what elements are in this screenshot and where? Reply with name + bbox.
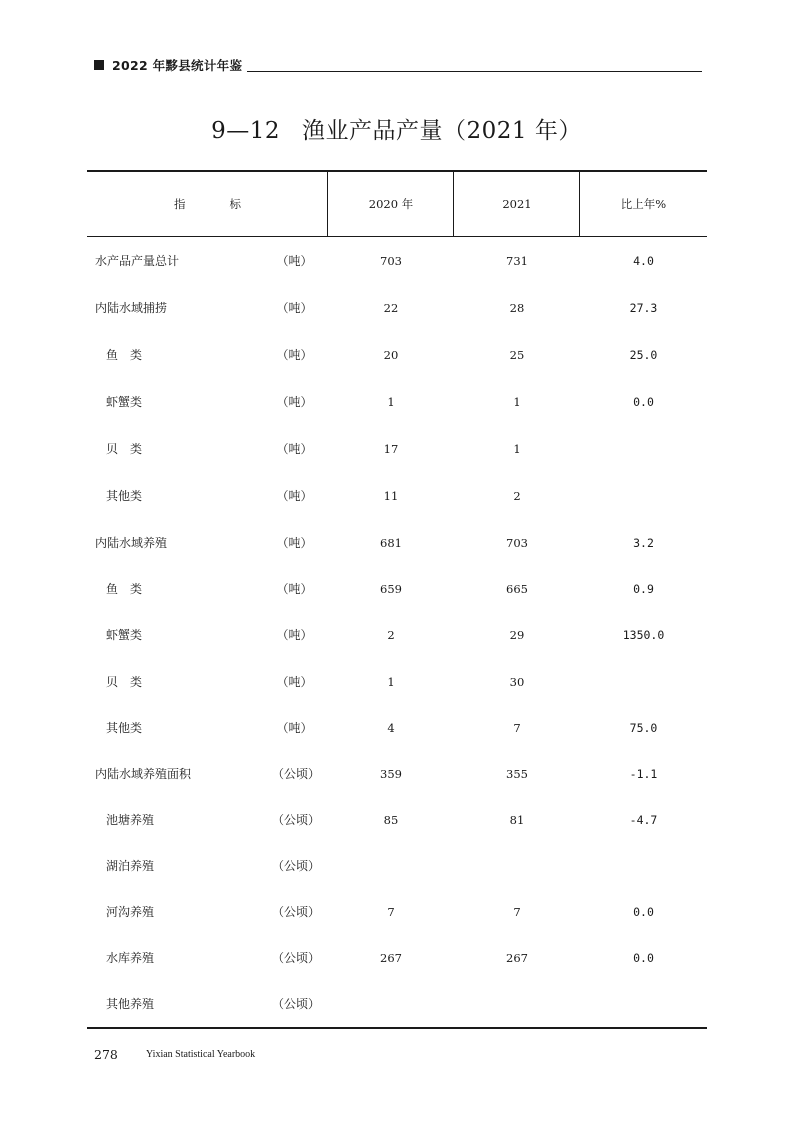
row-name: 其他类 (106, 489, 143, 503)
row-name: 水产品产量总计 (95, 254, 180, 268)
running-header (94, 56, 242, 74)
column-header-change: 比上年% (620, 196, 667, 211)
value-2020: 1 (387, 395, 395, 409)
row-unit: （吨） (276, 348, 313, 362)
change-percent: 3.2 (633, 536, 654, 550)
row-unit: （公顷） (272, 951, 321, 965)
table-row (87, 672, 707, 692)
table-row (87, 392, 707, 412)
table-row (87, 856, 707, 876)
row-unit: （吨） (276, 536, 313, 550)
table-name: 渔业产品产量（2021 年） (302, 118, 582, 144)
value-2020: 1 (387, 675, 395, 689)
header-rule (247, 71, 702, 72)
table-row (87, 486, 707, 506)
row-unit: （吨） (276, 442, 313, 456)
row-unit: （公顷） (272, 997, 321, 1011)
table-row (87, 764, 707, 784)
row-unit: （公顷） (272, 859, 321, 873)
change-percent: 1350.0 (622, 628, 665, 642)
table-row (87, 298, 707, 318)
column-header-2021: 2021 (502, 196, 532, 211)
value-2021: 665 (506, 582, 528, 596)
value-2021: 267 (506, 951, 528, 965)
value-2021: 2 (513, 489, 521, 503)
page-number: 278 (94, 1047, 118, 1062)
publication-name: Yixian Statistical Yearbook (146, 1049, 256, 1060)
column-header-indicator: 指标 (174, 196, 285, 211)
value-2021: 731 (506, 254, 528, 268)
row-name: 其他类 (106, 721, 143, 735)
value-2020: 267 (380, 951, 402, 965)
table-row (87, 810, 707, 830)
change-percent: 0.0 (633, 951, 654, 965)
row-name: 虾蟹类 (106, 628, 143, 642)
row-unit: （吨） (276, 582, 313, 596)
value-2021: 29 (509, 628, 525, 642)
value-2020: 11 (383, 489, 399, 503)
row-unit: （吨） (276, 489, 313, 503)
row-name: 虾蟹类 (106, 395, 143, 409)
table-number: 9—12 (211, 118, 281, 144)
row-name: 内陆水域养殖面积 (95, 767, 192, 781)
table-row (87, 948, 707, 968)
row-unit: （吨） (276, 721, 313, 735)
value-2021: 81 (509, 813, 525, 827)
value-2020: 2 (387, 628, 395, 642)
change-percent: 27.3 (629, 301, 658, 315)
row-unit: （吨） (276, 628, 313, 642)
value-2021: 7 (513, 721, 521, 735)
row-unit: （吨） (276, 395, 313, 409)
row-name: 鱼类 (106, 582, 155, 596)
row-name: 鱼类 (106, 348, 155, 362)
row-name: 河沟养殖 (106, 905, 155, 919)
row-name: 池塘养殖 (106, 813, 155, 827)
table-row (87, 345, 707, 365)
table-row (87, 439, 707, 459)
value-2020: 359 (380, 767, 402, 781)
row-unit: （公顷） (272, 813, 321, 827)
row-name: 贝类 (106, 442, 155, 456)
value-2020: 4 (387, 721, 395, 735)
table-title (0, 112, 793, 145)
change-percent: 0.0 (633, 395, 654, 409)
value-2021: 7 (513, 905, 521, 919)
table-row (87, 579, 707, 599)
table-row (87, 251, 707, 271)
value-2021: 1 (513, 442, 521, 456)
value-2020: 681 (380, 536, 402, 550)
yearbook-title: 2022 年黟县统计年鉴 (112, 58, 243, 73)
row-name: 其他养殖 (106, 997, 155, 1011)
value-2020: 659 (380, 582, 402, 596)
table-row (87, 718, 707, 738)
header-square-icon (94, 60, 104, 70)
value-2021: 355 (506, 767, 528, 781)
change-percent: 0.0 (633, 905, 654, 919)
value-2020: 22 (383, 301, 399, 315)
table-row (87, 994, 707, 1014)
change-percent: -1.1 (629, 767, 658, 781)
value-2021: 25 (509, 348, 525, 362)
table-row (87, 533, 707, 553)
column-header-2020: 2020 年 (368, 196, 414, 211)
change-percent: 4.0 (633, 254, 654, 268)
value-2021: 703 (506, 536, 528, 550)
value-2021: 1 (513, 395, 521, 409)
row-unit: （公顷） (272, 767, 321, 781)
table-row (87, 625, 707, 645)
row-name: 内陆水域养殖 (95, 536, 168, 550)
row-unit: （吨） (276, 301, 313, 315)
value-2020: 7 (387, 905, 395, 919)
value-2021: 30 (509, 675, 525, 689)
change-percent: 75.0 (629, 721, 658, 735)
row-name: 内陆水域捕捞 (95, 301, 168, 315)
change-percent: 25.0 (629, 348, 658, 362)
table-row (87, 902, 707, 922)
row-unit: （吨） (276, 675, 313, 689)
value-2020: 17 (383, 442, 399, 456)
value-2020: 85 (383, 813, 399, 827)
value-2020: 703 (380, 254, 402, 268)
row-unit: （吨） (276, 254, 313, 268)
value-2020: 20 (383, 348, 399, 362)
row-name: 贝类 (106, 675, 155, 689)
value-2021: 28 (509, 301, 525, 315)
table-bottom-rule (87, 1027, 707, 1029)
page-footer (94, 1047, 256, 1062)
change-percent: -4.7 (629, 813, 658, 827)
row-name: 湖泊养殖 (106, 859, 155, 873)
row-name: 水库养殖 (106, 951, 155, 965)
change-percent: 0.9 (633, 582, 654, 596)
row-unit: （公顷） (272, 905, 321, 919)
